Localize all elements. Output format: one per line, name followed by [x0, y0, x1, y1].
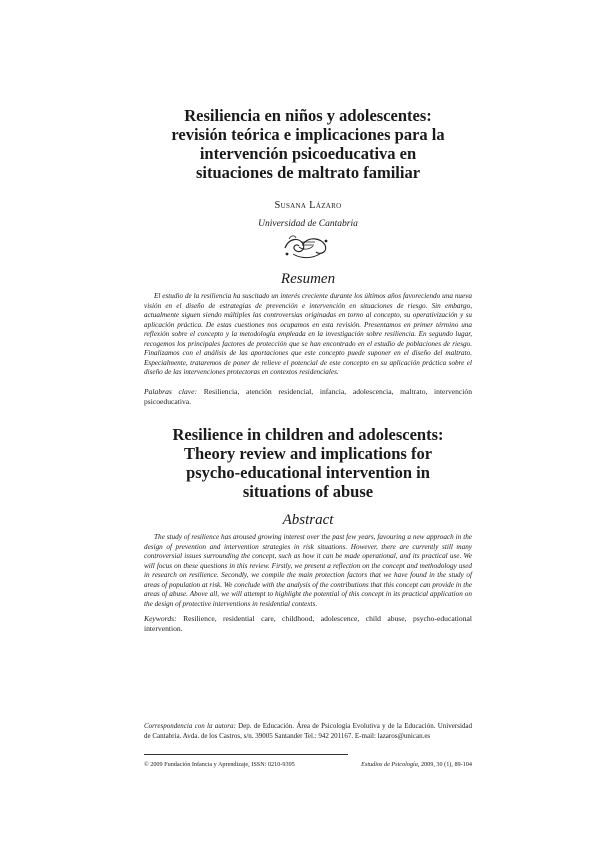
- correspondence-note: [144, 722, 472, 741]
- spanish-title-line: situaciones de maltrato familiar: [195, 163, 421, 182]
- spanish-keywords: [144, 387, 472, 406]
- english-title-line: Theory review and implications for: [183, 444, 433, 463]
- author-name: [144, 200, 472, 211]
- journal-volume: 2009, 30 (1), 89-104: [420, 761, 472, 768]
- journal-reference: [361, 761, 472, 769]
- english-title-line: situations of abuse: [242, 482, 374, 501]
- copyright-footer: © 2009 Fundación Infancia y Aprendizaje, ISSN: 0210-9395: [144, 761, 295, 768]
- spanish-title-line: intervención psicoeducativa en: [199, 144, 417, 163]
- resumen-text: El estudio de la resiliencia ha suscitado un interés creciente durante los últimos años favoreciendo una nueva visión en el diseño de estrategias de prevención e intervención en situaciones de riesgo. Sin embargo, actualmente siguen siendo múltiples las controversias originadas en torno al concepto, su operativización y su aplicación práctica. De estas cuestiones nos ocupamos en esta revisión. Presentamos en primer término una reflexión sobre el concepto y la metodología empleada en la investigación sobre resiliencia. En segundo lugar, recogemos los principales factores de protección que se han encontrado en el estudio de poblaciones de riesgo. Finalizamos con el análisis de las aportaciones que este concepto puede suponer en el diseño del maltrato. Especialmente, trataremos de poner de relieve el potencial de este concepto en su aplicación práctica sobre el diseño de las intervenciones protectoras en contextos residenciales.: [144, 292, 472, 376]
- affiliation: Universidad de Cantabria: [258, 219, 358, 229]
- journal-name: Estudios de Psicología,: [361, 761, 420, 768]
- correspondence-label: Correspondencia con la autora:: [144, 722, 236, 730]
- resumen-heading: Resumen: [280, 271, 336, 287]
- spanish-keywords-text: Resiliencia, atención residencial, infancia, adolescencia, maltrato, intervención psicoeducativa.: [144, 387, 472, 406]
- footer-divider: [144, 754, 348, 755]
- spanish-keywords-label: Palabras clave:: [144, 387, 198, 396]
- spanish-title-line: revisión teórica e implicaciones para la: [171, 125, 445, 144]
- abstract-heading: Abstract: [282, 512, 334, 528]
- fleuron-ornament-icon: [281, 232, 331, 262]
- abstract-text: The study of resilience has aroused growing interest over the past few years, favouring a new approach in the design of prevention and intervention strategies in risk situations. However, there are currently still many controversial issues surrounding the concept, such as how it can be made operational, and its practical use. We will focus on these questions in this review. Firstly, we present a reflection on the concept and methodology used in research on resilience. Secondly, we compile the main protection factors that we have found in the study of areas of population at risk. We conclude with the analysis of the contributions that this concept can provide in the areas of abuse. Above all, we will attempt to highlight the potential of this concept in its practical application on the design of protective interventions in residential contexts.: [144, 533, 472, 608]
- spanish-title-line: Resiliencia en niños y adolescentes:: [184, 106, 432, 125]
- english-keywords-label: Keywords:: [144, 614, 177, 623]
- english-keywords: [144, 614, 472, 633]
- correspondence-text: Dep. de Educación. Área de Psicología Evolutiva y de la Educación. Universidad de Cantabria. Avda. de los Castros, s/n. 39005 Santander Tel.: 942 201167. E-mail: lazaros@unican.es: [144, 722, 473, 740]
- author-name-text: Susana Lázaro: [274, 200, 342, 211]
- english-keywords-text: Resilience, residential care, childhood, adolescence, child abuse, psycho-educational intervention.: [144, 614, 472, 633]
- english-title-line: psycho-educational intervention in: [186, 463, 430, 482]
- english-title-line: Resilience in children and adolescents:: [172, 425, 444, 444]
- spanish-title: [144, 106, 472, 182]
- english-title: [144, 425, 472, 501]
